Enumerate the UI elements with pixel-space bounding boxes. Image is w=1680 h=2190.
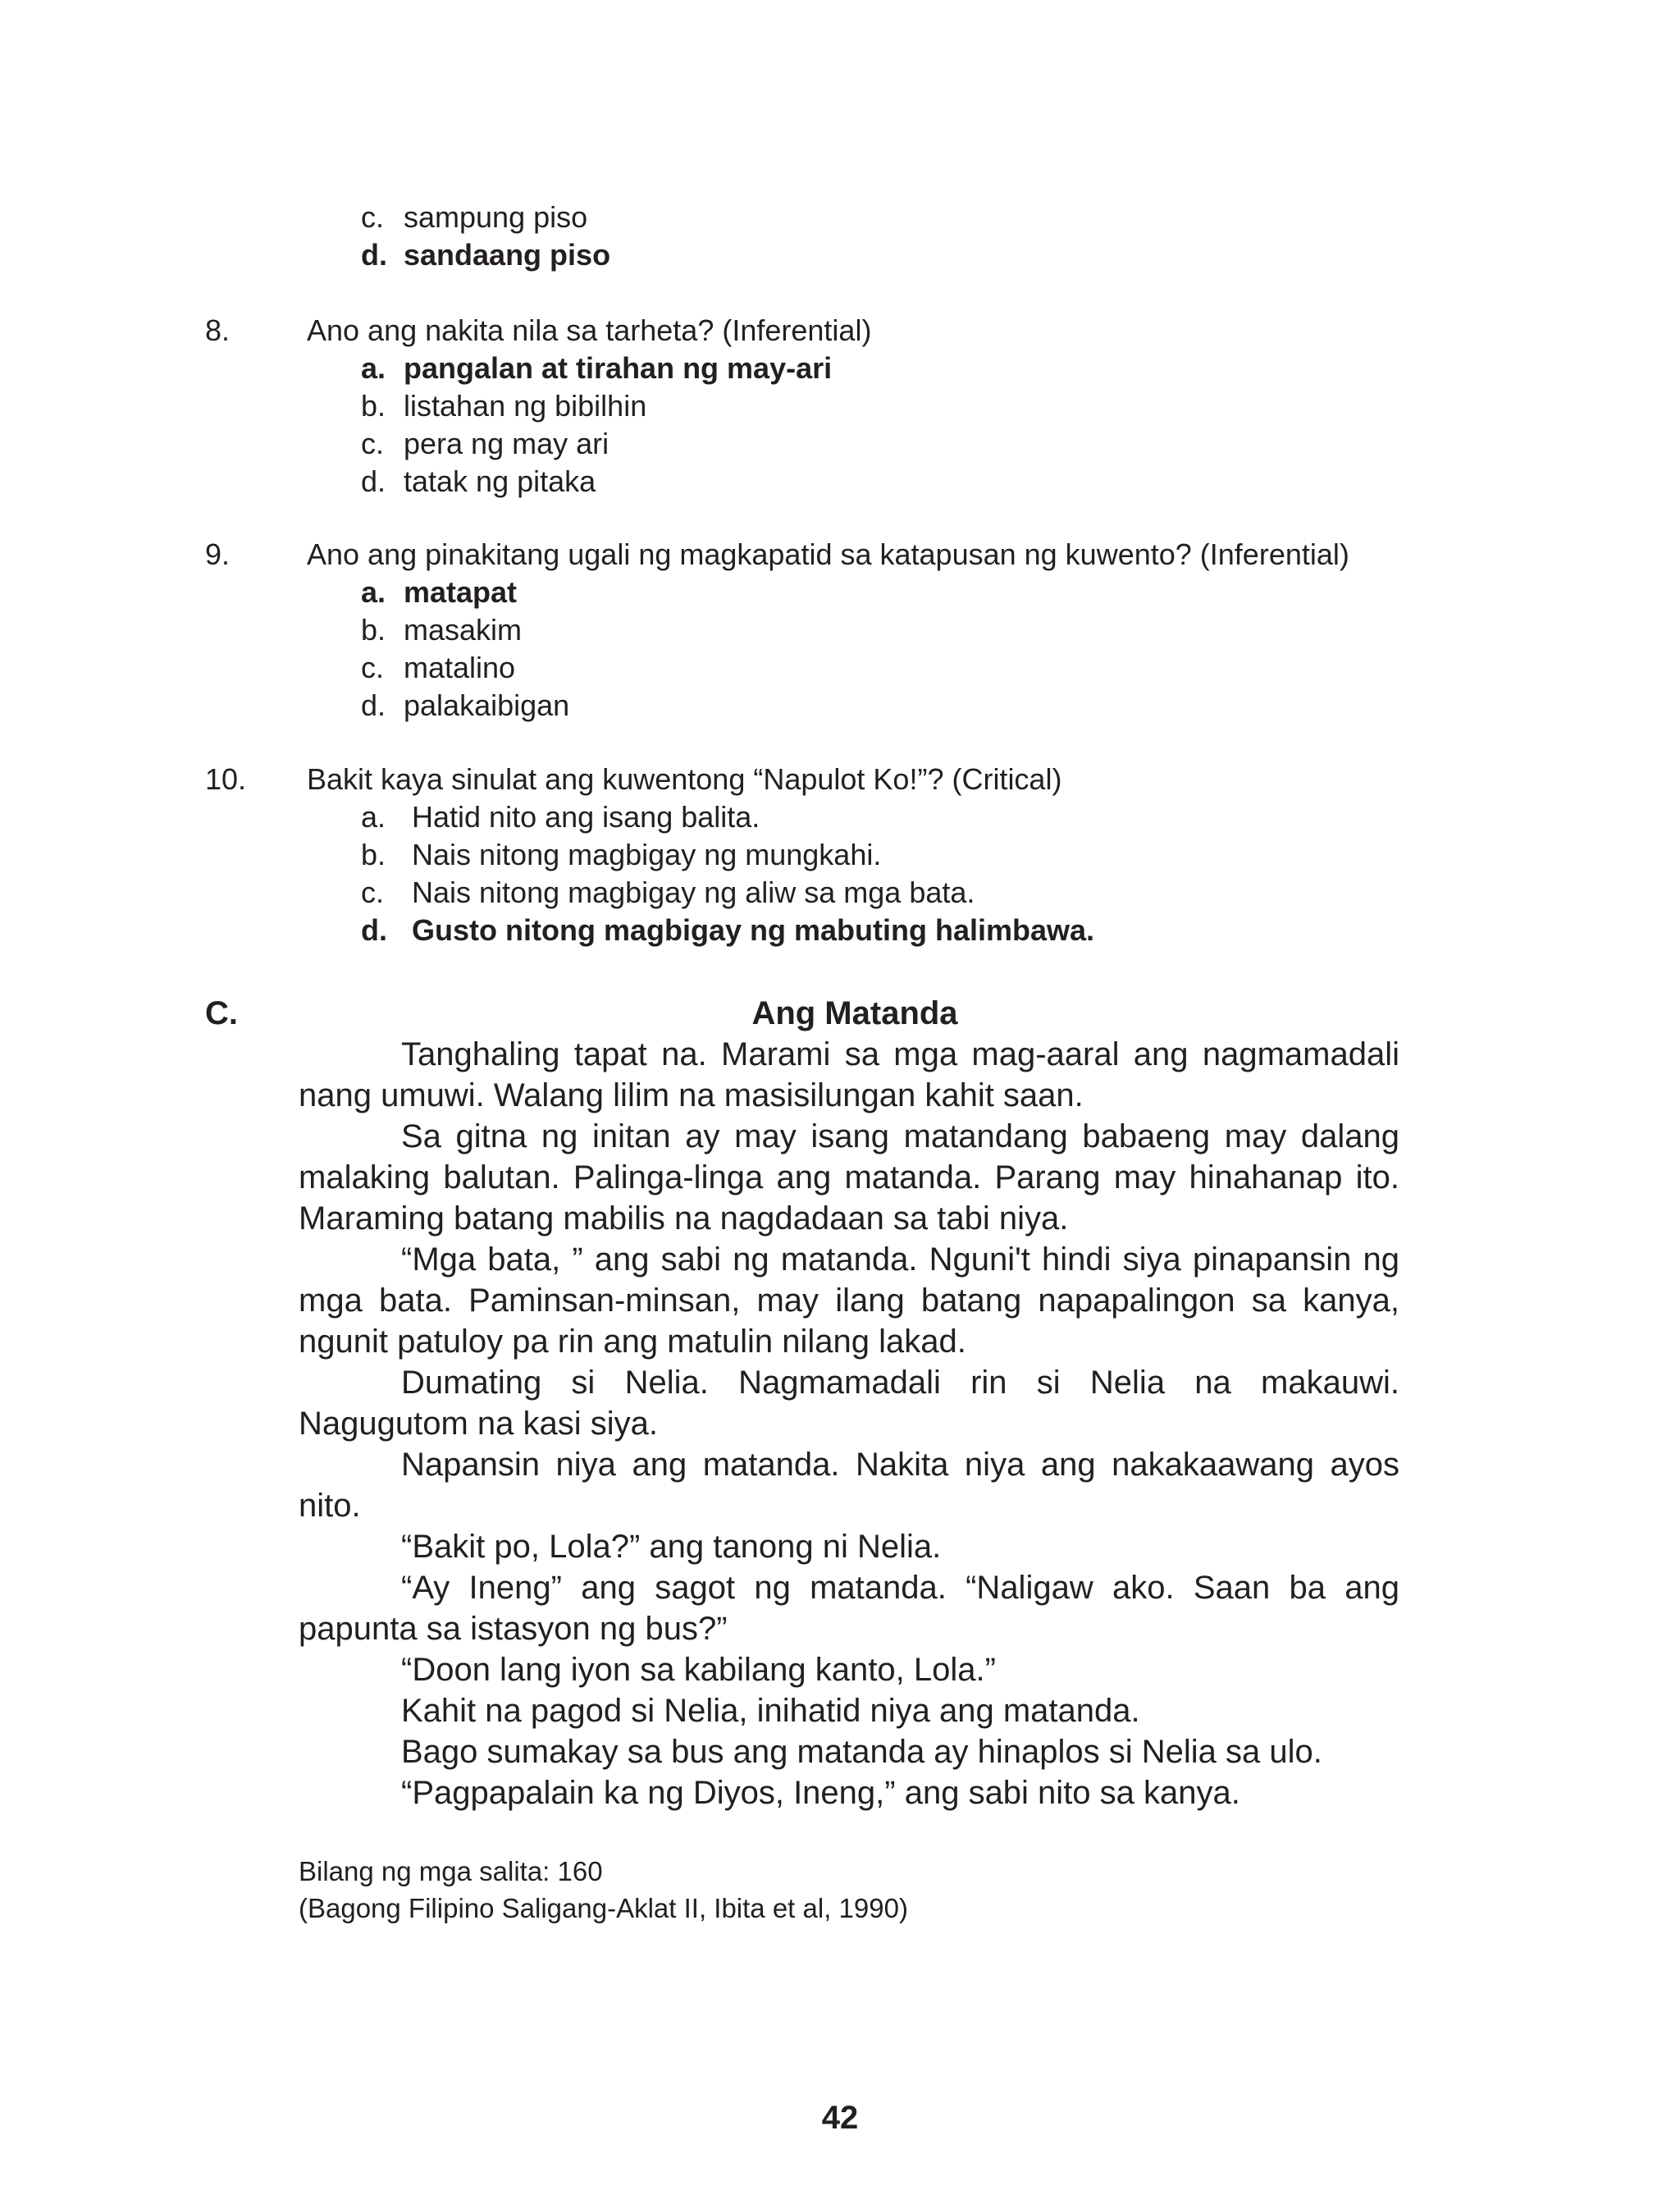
option-d	[361, 463, 596, 501]
option-text: Gusto nitong magbigay ng mabuting halimbawa.	[412, 913, 1095, 947]
option-letter: a.	[361, 351, 386, 385]
option-a-correct	[361, 574, 517, 611]
question-text: Ano ang pinakitang ugali ng magkapatid sa katapusan ng kuwento? (Inferential)	[307, 537, 1349, 571]
option-text: palakaibigan	[404, 688, 570, 722]
option-letter: a.	[361, 800, 386, 834]
option-c	[361, 874, 975, 912]
option-letter: a.	[361, 575, 386, 609]
question-number: 9.	[205, 537, 231, 571]
story-paragraph: “Mga bata, ” ang sabi ng matanda. Nguni't hindi siya pinapansin ng mga bata. Paminsan-minsan, may ilang batang napapalingon sa kanya, ngunit patuloy pa rin ang matulin nilang lakad.	[299, 1241, 1399, 1360]
story-paragraph: Napansin niya ang matanda. Nakita niya ang nakakaawang ayos nito.	[299, 1447, 1399, 1524]
option-letter: d.	[361, 913, 387, 947]
option-d-correct	[361, 912, 1094, 949]
option-text: pangalan at tirahan ng may-ari	[404, 351, 833, 385]
story-paragraph: “Ay Ineng” ang sagot ng matanda. “Naligaw ako. Saan ba ang papunta sa istasyon ng bus?”	[299, 1570, 1399, 1647]
option-text: Nais nitong magbigay ng aliw sa mga bata.	[412, 876, 975, 909]
option-letter: c.	[361, 651, 385, 684]
option-letter: b.	[361, 838, 386, 871]
option-a	[361, 798, 760, 836]
option-letter: d.	[361, 688, 386, 722]
option-c	[361, 199, 587, 236]
option-c	[361, 425, 609, 463]
option-text: masakim	[404, 613, 523, 647]
option-letter: b.	[361, 389, 386, 423]
story-paragraph: Kahit na pagod si Nelia, inihatid niya ang matanda.	[401, 1693, 1140, 1729]
option-d	[361, 687, 569, 725]
question-number: 8.	[205, 313, 231, 347]
option-text: Nais nitong magbigay ng mungkahi.	[412, 838, 882, 871]
story-paragraph: Tanghaling tapat na. Marami sa mga mag-aaral ang nagmamadali nang umuwi. Walang lilim na masisilungan kahit saan.	[299, 1036, 1399, 1113]
option-a-correct	[361, 350, 832, 387]
story-paragraph: “Bakit po, Lola?” ang tanong ni Nelia.	[401, 1529, 942, 1565]
option-b	[361, 611, 522, 649]
story-paragraph: Sa gitna ng initan ay may isang matandang babaeng may dalang malaking balutan. Palinga-linga ang matanda. Parang may hinahanap ito. Maraming batang mabilis na nagdadaan sa tabi niya.	[299, 1118, 1399, 1237]
option-text: sampung piso	[404, 200, 588, 234]
question-number: 10.	[205, 762, 247, 796]
question-text: Ano ang nakita nila sa tarheta? (Inferential)	[307, 313, 872, 347]
page-number: 42	[821, 2100, 859, 2136]
option-letter: d.	[361, 464, 386, 498]
story-paragraph: “Pagpapalain ka ng Diyos, Ineng,” ang sabi nito sa kanya.	[401, 1775, 1240, 1811]
story-paragraph: Dumating si Nelia. Nagmamadali rin si Nelia na makauwi. Nagugutom na kasi siya.	[299, 1365, 1399, 1442]
option-b	[361, 387, 646, 425]
option-text: matalino	[404, 651, 516, 684]
option-letter: b.	[361, 613, 386, 647]
question-text: Bakit kaya sinulat ang kuwentong “Napulot Ko!”? (Critical)	[307, 762, 1062, 796]
story-body	[299, 1034, 1399, 1813]
option-text: listahan ng bibilhin	[404, 389, 647, 423]
option-d-correct	[361, 236, 610, 274]
story-paragraph: Bago sumakay sa bus ang matanda ay hinaplos si Nelia sa ulo.	[401, 1734, 1322, 1770]
option-text: sandaang piso	[404, 238, 611, 272]
option-c	[361, 649, 515, 687]
option-text: pera ng may ari	[404, 427, 609, 460]
story-title: Ang Matanda	[751, 995, 958, 1031]
source-citation: (Bagong Filipino Saligang-Aklat II, Ibita et al, 1990)	[299, 1893, 908, 1923]
option-b	[361, 836, 881, 874]
word-count: Bilang ng mga salita: 160	[299, 1856, 603, 1886]
option-text: matapat	[404, 575, 518, 609]
section-letter: C.	[205, 995, 238, 1031]
option-letter: d.	[361, 238, 387, 272]
option-letter: c.	[361, 427, 385, 460]
option-text: tatak ng pitaka	[404, 464, 596, 498]
option-text: Hatid nito ang isang balita.	[412, 800, 760, 834]
story-paragraph: “Doon lang iyon sa kabilang kanto, Lola.”	[401, 1652, 996, 1688]
option-letter: c.	[361, 200, 385, 234]
option-letter: c.	[361, 876, 385, 909]
